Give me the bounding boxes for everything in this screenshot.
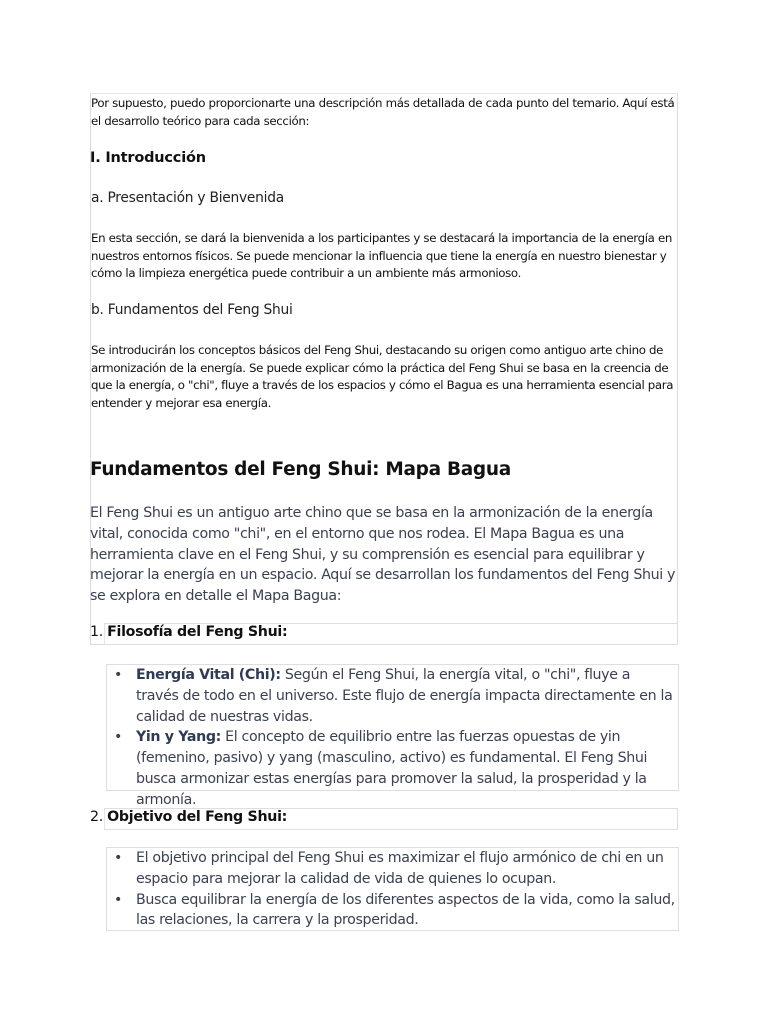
fundamentals-paragraph: Se introducirán los conceptos básicos del Feng Shui, destacando su origen como antiguo arte chino de armonización de la energía. Se puede explicar cómo la práctica del Feng Shui se basa en la creencia de que la energía, o "chi", fluye a través de los espacios y cómo el Bagua es una herramienta esencial para entender y mejorar esa energía. [91,343,674,410]
point2-heading [90,809,287,825]
bullet-icon: • [114,891,123,908]
list-item-text: El concepto de equilibrio entre las fuerzas opuestas de yin (femenino, pasivo) y yang (masculino, activo) es fundamental. El Feng Shui busca armonizar estas energías para promover la salud, la prosperidad y la armonía. [136,729,648,808]
introduction-heading: I. Introducción [90,150,206,166]
list-item [107,848,676,890]
point2-list-frame [106,847,679,931]
presentation-subheading: a. Presentación y Bienvenida [91,190,284,206]
list-item-term: Yin y Yang: [136,729,221,746]
point1-list-frame [106,664,679,808]
list-item-text: Busca equilibrar la energía de los diferentes aspectos de la vida, como la salud, las relaciones, la carrera y la prosperidad. [136,891,675,929]
list-item [107,665,676,727]
bagua-paragraph: El Feng Shui es un antiguo arte chino que se basa en la armonización de la energía vital, conocida como "chi", en el entorno que nos rodea. El Mapa Bagua es una herramienta clave en el Feng Shui, y su comprensión es esencial para equilibrar y mejorar la energía en un espacio. Aquí se desarrollan los fundamentos del Feng Shui y se explora en detalle el Mapa Bagua: [90,505,676,605]
list-item-text: Según el Feng Shui, la energía vital, o "chi", fluye a través de todo en el universo. Este flujo de energía impacta directamente en la calidad de nuestras vidas. [136,667,673,725]
point2-list [107,848,676,931]
bagua-heading: Fundamentos del Feng Shui: Mapa Bagua [90,459,511,480]
bullet-icon: • [114,729,123,746]
list-item [107,890,676,932]
list-item [107,727,676,810]
list-item-text: El objetivo principal del Feng Shui es maximizar el flujo armónico de chi en un espacio para mejorar la calidad de vida de quienes lo ocupan. [136,850,664,887]
point1-heading [90,624,287,640]
bullet-icon: • [114,667,123,683]
intro-paragraph: Por supuesto, puedo proporcionarte una descripción más detallada de cada punto del temario. Aquí está el desarrollo teórico para cada sección: [91,96,675,128]
bullet-icon: • [114,850,123,866]
point1-title: Filosofía del Feng Shui: [107,624,288,640]
point2-number: 2. [90,809,103,825]
fundamentals-subheading: b. Fundamentos del Feng Shui [91,302,293,318]
list-item-term: Energía Vital (Chi): [136,667,281,683]
point1-number: 1. [90,624,103,640]
point1-list [107,665,676,811]
point2-title: Objetivo del Feng Shui: [107,809,288,825]
presentation-paragraph: En esta sección, se dará la bienvenida a los participantes y se destacará la importancia de la energía en nuestros entornos físicos. Se puede mencionar la influencia que tiene la energía en nuestro bienestar y cómo la limpieza energética puede contribuir a un ambiente más armonioso. [91,231,672,280]
